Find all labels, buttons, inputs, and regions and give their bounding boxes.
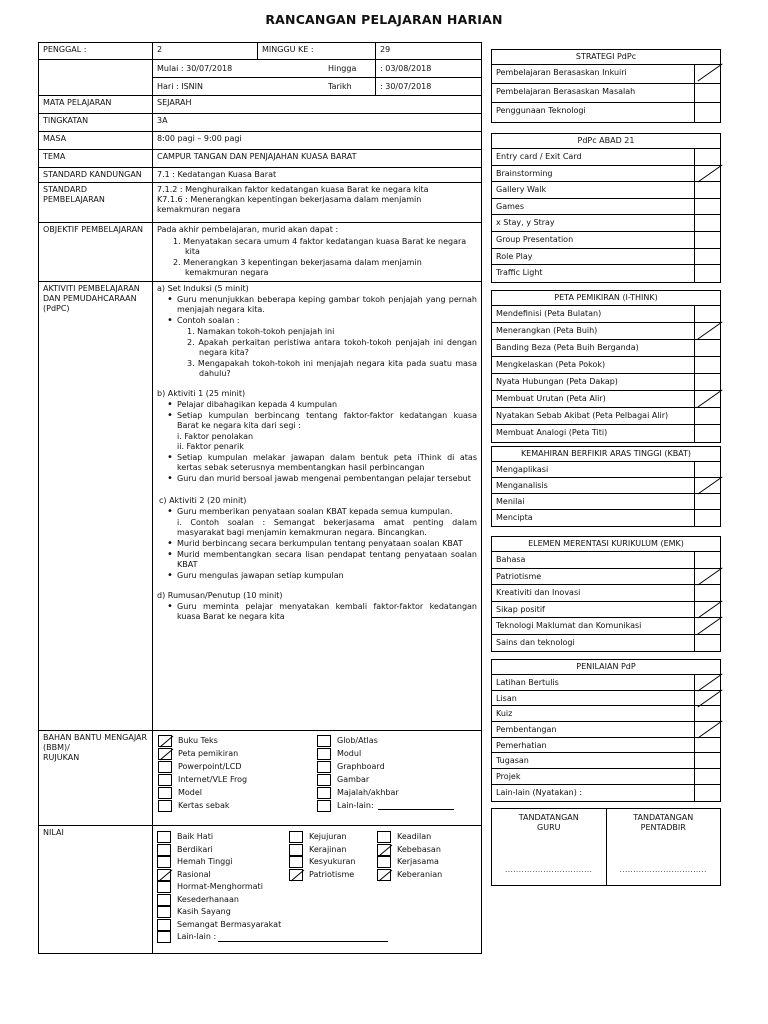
ithink-row-nyatakan-sebab-akibat-peta-pelbagai-alir xyxy=(492,408,720,425)
strategi-checkbox-pembelajaran-berasaskan-masalah[interactable] xyxy=(694,84,720,102)
penggal-value: 2 xyxy=(153,43,258,60)
nilai-checkbox-hemah-tinggi[interactable] xyxy=(157,856,171,868)
nilai-item-berdikari xyxy=(157,844,289,857)
abad21-checkbox-games[interactable] xyxy=(694,199,720,215)
ithink-row-mendefinisi-peta-bulatan xyxy=(492,306,720,323)
aktiviti-label-1: AKTIVITI PEMBELAJARAN xyxy=(43,284,140,293)
bbm-label-modul: Modul xyxy=(337,748,362,758)
objektif-item-2: 2. Menerangkan 3 kepentingan bekerjasama dalam menjamin kemakmuran negara xyxy=(173,258,422,277)
emk-label-teknologi-maklumat-dan-komunikasi: Teknologi Maklumat dan Komunikasi xyxy=(496,621,642,630)
abad21-checkbox-brainstorming[interactable] xyxy=(694,166,720,182)
penilaian-row-pemerhatian xyxy=(492,738,720,754)
aktiviti-1-bullet-4: • Guru dan murid bersoal jawab mengenai pembentangan pelajar tersebut xyxy=(157,474,477,484)
nilai-label-kejujuran: Kejujuran xyxy=(309,832,347,842)
nilai-checkbox-rasional[interactable] xyxy=(157,869,171,881)
aktiviti-1-heading: b) Aktiviti 1 (25 minit) xyxy=(157,389,246,398)
aktiviti-1-bullet-2: • Setiap kumpulan berbincang tentang faktor-faktor kedatangan kuasa Barat ke negara kita dari segi : xyxy=(157,411,477,431)
abad21-label-games: Games xyxy=(496,201,524,211)
set-induksi-question-1: 1. Namakan tokoh-tokoh penjajah ini xyxy=(187,327,335,336)
ithink-checkbox-membuat-urutan-peta-alir[interactable] xyxy=(694,391,720,407)
bbm-label-graphboard: Graphboard xyxy=(337,761,385,771)
nilai-checkbox-berdikari[interactable] xyxy=(157,844,171,856)
standard-pembelajaran-line-1: 7.1.2 : Menghuraikan faktor kedatangan kuasa Barat ke negara kita xyxy=(157,185,429,194)
aktiviti-1-bullet-1: • Pelajar dibahagikan kepada 4 kumpulan xyxy=(157,400,477,410)
mata-pelajaran-value: SEJARAH xyxy=(153,96,482,114)
nilai-label-hormat-menghormati: Hormat-Menghormati xyxy=(177,882,263,892)
kbat-row-menilai xyxy=(492,494,720,510)
bbm-label-model: Model xyxy=(178,787,203,797)
bbm-label-gambar: Gambar xyxy=(337,774,370,784)
ithink-title: PETA PEMIKIRAN (I-THINK) xyxy=(492,291,720,306)
bbm-item-graphboard xyxy=(317,760,477,773)
ithink-row-banding-beza-peta-buih-berganda xyxy=(492,340,720,357)
nilai-label-keadilan: Keadilan xyxy=(397,832,432,842)
nilai-checkbox-keberanian[interactable] xyxy=(377,869,391,881)
standard-kandungan-label: STANDARD KANDUNGAN xyxy=(39,168,153,183)
nilai-label-kasih-sayang: Kasih Sayang xyxy=(177,907,231,917)
bbm-item-kertas-sebak xyxy=(158,799,317,812)
sig-guru-label-1: TANDATANGAN xyxy=(518,813,579,822)
nilai-label-semangat-bermasyarakat: Semangat Bermasyarakat xyxy=(177,919,282,929)
nilai-checkbox-kesyukuran[interactable] xyxy=(289,856,303,868)
bbm-label-kertas-sebak: Kertas sebak xyxy=(178,800,230,810)
kbat-label-menilai: Menilai xyxy=(496,497,525,506)
standard-pembelajaran-label-1: STANDARD xyxy=(43,185,88,194)
page-title: RANCANGAN PELAJARAN HARIAN xyxy=(265,12,503,27)
abad21-row-group-presentation xyxy=(492,232,720,249)
abad21-row-x-stay-y-stray xyxy=(492,215,720,232)
tingkatan-value: 3A xyxy=(153,114,482,132)
signature-box xyxy=(491,808,721,886)
penilaian-row-projek xyxy=(492,769,720,785)
penilaian-label-lisan: Lisan xyxy=(496,693,517,703)
masa-value: 8:00 pagi – 9:00 pagi xyxy=(153,132,482,150)
abad21-label-brainstorming: Brainstorming xyxy=(496,168,553,178)
nilai-item-kebebasan xyxy=(377,844,477,857)
ithink-label-mengkelaskan-peta-pokok: Mengkelaskan (Peta Pokok) xyxy=(496,360,606,369)
kbat-label-mengaplikasi: Mengaplikasi xyxy=(496,465,549,474)
nilai-checkbox-lain-lain[interactable] xyxy=(157,931,171,943)
emk-row-teknologi-maklumat-dan-komunikasi xyxy=(492,618,720,635)
bbm-label-lain-lain: Lain-lain: xyxy=(337,800,374,810)
strategi-title: STRATEGI PdPc xyxy=(492,50,720,65)
bbm-item-majalah-akhbar xyxy=(317,786,477,799)
bbm-checkbox-model[interactable] xyxy=(158,787,172,799)
masa-label: MASA xyxy=(39,132,153,150)
penggal-label: PENGGAL : xyxy=(39,43,153,60)
nilai-item-kesederhanaan xyxy=(157,894,289,907)
abad21-label-group-presentation: Group Presentation xyxy=(496,234,574,244)
penilaian-checkbox-kuiz[interactable] xyxy=(694,706,720,721)
nilai-item-hemah-tinggi xyxy=(157,856,289,869)
nilai-item-rasional xyxy=(157,869,289,882)
objektif-intro: Pada akhir pembelajaran, murid akan dapat : xyxy=(157,225,339,234)
penilaian-row-tugasan xyxy=(492,753,720,769)
tema-label: TEMA xyxy=(39,150,153,168)
emk-label-kreativiti-dan-inovasi: Kreativiti dan Inovasi xyxy=(496,588,581,597)
aktiviti-label-3: (PdPC) xyxy=(43,304,70,313)
bbm-label-majalah-akhbar: Majalah/akhbar xyxy=(337,787,399,797)
emk-row-kreativiti-dan-inovasi xyxy=(492,585,720,602)
bbm-checkbox-majalah-akhbar[interactable] xyxy=(317,787,331,799)
penilaian-checkbox-pemerhatian[interactable] xyxy=(694,738,720,753)
ithink-label-nyatakan-sebab-akibat-peta-pelbagai-alir: Nyatakan Sebab Akibat (Peta Pelbagai Alir) xyxy=(496,411,669,420)
bbm-item-gambar xyxy=(317,773,477,786)
set-induksi-heading: a) Set Induksi (5 minit) xyxy=(157,284,249,293)
bbm-label-1: BAHAN BANTU MENGAJAR xyxy=(43,733,148,742)
emk-checkbox-patriotisme[interactable] xyxy=(694,569,720,585)
nilai-item-keadilan xyxy=(377,831,477,844)
penilaian-label-lain-lain-nyatakan: Lain-lain (Nyatakan) : xyxy=(496,787,583,797)
kbat-checkbox-mencipta[interactable] xyxy=(694,510,720,526)
ithink-row-mengkelaskan-peta-pokok xyxy=(492,357,720,374)
nilai-checkbox-semangat-bermasyarakat[interactable] xyxy=(157,919,171,931)
aktiviti-1-bullet-3: • Setiap kumpulan melakar jawapan dalam bentuk peta iThink di atas kertas sebak seterusnya membentangkan hasil perbincangan xyxy=(157,453,477,473)
bbm-label-buku-teks: Buku Teks xyxy=(178,735,218,745)
emk-row-sains-dan-teknologi xyxy=(492,635,720,652)
bbm-checkbox-glob-atlas[interactable] xyxy=(317,735,331,747)
bbm-checkbox-powerpoint-lcd[interactable] xyxy=(158,761,172,773)
emk-label-bahasa: Bahasa xyxy=(496,555,526,564)
mata-pelajaran-label: MATA PELAJARAN xyxy=(39,96,153,114)
nilai-label: NILAI xyxy=(39,826,153,954)
kbat-checkbox-mengaplikasi[interactable] xyxy=(694,462,720,477)
abad21-checkbox-group-presentation[interactable] xyxy=(694,232,720,248)
hingga-label: Hingga xyxy=(328,64,357,73)
ithink-label-banding-beza-peta-buih-berganda: Banding Beza (Peta Buih Berganda) xyxy=(496,343,639,352)
penilaian-row-pembentangan xyxy=(492,722,720,738)
aktiviti-2-bullet-1: • Guru memberikan penyataan soalan KBAT kepada semua kumpulan. xyxy=(157,507,477,517)
abad21-label-gallery-walk: Gallery Walk xyxy=(496,185,547,195)
bbm-label-glob-atlas: Glob/Atlas xyxy=(337,735,378,745)
abad21-checkbox-x-stay-y-stray[interactable] xyxy=(694,215,720,231)
ithink-label-membuat-analogi-peta-titi: Membuat Analogi (Peta Titi) xyxy=(496,428,608,437)
strategi-row-pembelajaran-berasaskan-inkuiri xyxy=(492,65,720,84)
nilai-item-baik-hati xyxy=(157,831,289,844)
bbm-item-model xyxy=(158,786,317,799)
penilaian-checkbox-lain-lain-nyatakan[interactable] xyxy=(694,785,720,801)
tema-value: CAMPUR TANGAN DAN PENJAJAHAN KUASA BARAT xyxy=(153,150,482,168)
ithink-checkbox-mendefinisi-peta-bulatan[interactable] xyxy=(694,306,720,322)
emk-box xyxy=(491,536,721,652)
strategi-row-pembelajaran-berasaskan-masalah xyxy=(492,84,720,103)
kbat-row-menganalisis xyxy=(492,478,720,494)
emk-label-sains-dan-teknologi: Sains dan teknologi xyxy=(496,637,575,647)
nilai-checkbox-kasih-sayang[interactable] xyxy=(157,906,171,918)
nilai-label-berdikari: Berdikari xyxy=(177,844,213,854)
bbm-label-powerpoint-lcd: Powerpoint/LCD xyxy=(178,761,242,771)
ithink-row-membuat-urutan-peta-alir xyxy=(492,391,720,408)
penilaian-label-projek: Projek xyxy=(496,772,521,782)
penilaian-checkbox-projek[interactable] xyxy=(694,769,720,784)
emk-checkbox-sains-dan-teknologi[interactable] xyxy=(694,635,720,652)
minggu-label: MINGGU KE : xyxy=(258,43,376,60)
ithink-checkbox-nyata-hubungan-peta-dakap[interactable] xyxy=(694,374,720,390)
nilai-label-kerjasama: Kerjasama xyxy=(397,857,439,867)
nilai-item-kerajinan xyxy=(289,844,377,857)
nilai-item-kerjasama xyxy=(377,856,477,869)
hari-value: Hari : ISNIN xyxy=(157,82,203,91)
ithink-row-menerangkan-peta-buih xyxy=(492,323,720,340)
aktiviti-2-heading: c) Aktiviti 2 (20 minit) xyxy=(159,496,247,505)
aktiviti-1-sub-i: i. Faktor penolakan xyxy=(177,432,254,441)
bbm-checkbox-graphboard[interactable] xyxy=(317,761,331,773)
nilai-checkbox-patriotisme[interactable] xyxy=(289,869,303,881)
abad21-label-entry-card-exit-card: Entry card / Exit Card xyxy=(496,152,582,161)
nilai-item-semangat-bermasyarakat xyxy=(157,919,289,932)
ithink-checkbox-nyatakan-sebab-akibat-peta-pelbagai-alir[interactable] xyxy=(694,408,720,424)
nilai-label-rasional: Rasional xyxy=(177,869,211,879)
nilai-label-kebebasan: Kebebasan xyxy=(397,844,441,854)
bbm-item-modul xyxy=(317,747,477,760)
nilai-checkbox-kerajinan[interactable] xyxy=(289,844,303,856)
sig-guru-label-2: GURU xyxy=(537,823,561,832)
emk-label-sikap-positif: Sikap positif xyxy=(496,604,545,614)
ithink-checkbox-banding-beza-peta-buih-berganda[interactable] xyxy=(694,340,720,356)
abad21-row-brainstorming xyxy=(492,166,720,183)
set-induksi-bullet-1: • Guru menunjukkan beberapa keping gambar tokoh penjajah yang pernah menjajah negara kita. xyxy=(157,295,477,315)
standard-pembelajaran-line-2: K7.1.6 : Menerangkan kepentingan bekerjasama dalam menjamin xyxy=(157,195,422,204)
kbat-row-mengaplikasi xyxy=(492,462,720,478)
penilaian-title: PENILAIAN PdP xyxy=(492,660,720,675)
ithink-box xyxy=(491,290,721,443)
nilai-label-patriotisme: Patriotisme xyxy=(309,869,355,879)
abad21-checkbox-gallery-walk[interactable] xyxy=(694,182,720,198)
nilai-label-hemah-tinggi: Hemah Tinggi xyxy=(177,857,233,867)
abad21-row-entry-card-exit-card xyxy=(492,149,720,166)
ithink-row-nyata-hubungan-peta-dakap xyxy=(492,374,720,391)
nilai-item-kasih-sayang xyxy=(157,906,289,919)
rumusan-heading: d) Rumusan/Penutup (10 minit) xyxy=(157,591,283,600)
nilai-item-kesyukuran xyxy=(289,856,377,869)
abad21-row-gallery-walk xyxy=(492,182,720,199)
abad21-row-traffic-light xyxy=(492,265,720,282)
nilai-checkbox-keadilan[interactable] xyxy=(377,831,391,843)
sig-pentadbir-label-2: PENTADBIR xyxy=(640,823,686,832)
standard-kandungan-value: 7.1 : Kedatangan Kuasa Barat xyxy=(153,168,482,183)
penilaian-label-pemerhatian: Pemerhatian xyxy=(496,740,547,750)
nilai-label-baik-hati: Baik Hati xyxy=(177,832,214,842)
tarikh-date: : 30/07/2018 xyxy=(376,78,482,96)
ithink-label-membuat-urutan-peta-alir: Membuat Urutan (Peta Alir) xyxy=(496,394,606,403)
abad21-checkbox-role-play[interactable] xyxy=(694,249,720,265)
nilai-label-kesyukuran: Kesyukuran xyxy=(309,857,356,867)
bbm-item-buku-teks xyxy=(158,734,317,747)
set-induksi-bullet-2: • Contoh soalan : xyxy=(157,316,477,326)
penilaian-row-latihan-bertulis xyxy=(492,675,720,691)
emk-title: ELEMEN MERENTASI KURIKULUM (EMK) xyxy=(492,537,720,552)
rumusan-bullet-1: • Guru meminta pelajar menyatakan kembali faktor-faktor kedatangan kuasa Barat ke negara kita xyxy=(157,602,477,622)
nilai-label-keberanian: Keberanian xyxy=(397,869,443,879)
sig-pentadbir-line: ................................ xyxy=(619,866,707,875)
bbm-label-3: RUJUKAN xyxy=(43,753,80,762)
nilai-checkbox-hormat-menghormati[interactable] xyxy=(157,881,171,893)
nilai-checkbox-kesederhanaan[interactable] xyxy=(157,894,171,906)
penilaian-checkbox-lisan[interactable] xyxy=(694,691,720,706)
set-induksi-question-3: 3. Mengapakah tokoh-tokoh ini menjajah negara kita pada suatu masa dahulu? xyxy=(187,359,477,378)
penilaian-label-latihan-bertulis: Latihan Bertulis xyxy=(496,678,559,687)
kbat-box xyxy=(491,446,721,527)
sig-guru-line: ................................ xyxy=(505,866,593,875)
bbm-checkbox-gambar[interactable] xyxy=(317,774,331,786)
bbm-label-peta-pemikiran: Peta pemikiran xyxy=(178,748,239,758)
kbat-checkbox-menilai[interactable] xyxy=(694,494,720,509)
aktiviti-1-sub-ii: ii. Faktor penarik xyxy=(177,442,244,451)
penilaian-checkbox-latihan-bertulis[interactable] xyxy=(694,675,720,690)
aktiviti-2-bullet-4: • Guru mengulas jawapan setiap kumpulan xyxy=(157,571,477,581)
ithink-checkbox-menerangkan-peta-buih[interactable] xyxy=(694,323,720,339)
abad21-box xyxy=(491,133,721,283)
strategi-box xyxy=(491,49,721,123)
bbm-checkbox-internet-vle-frog[interactable] xyxy=(158,774,172,786)
abad21-row-games xyxy=(492,199,720,216)
bbm-item-peta-pemikiran xyxy=(158,747,317,760)
penilaian-checkbox-tugasan[interactable] xyxy=(694,753,720,768)
bbm-checkbox-lain-lain[interactable] xyxy=(317,800,331,812)
emk-row-bahasa xyxy=(492,552,720,569)
abad21-row-role-play xyxy=(492,249,720,266)
nilai-checkbox-kebebasan[interactable] xyxy=(377,844,391,856)
nilai-label-kesederhanaan: Kesederhanaan xyxy=(177,894,239,904)
strategi-label-pembelajaran-berasaskan-inkuiri: Pembelajaran Berasaskan Inkuiri xyxy=(496,68,627,77)
emk-row-patriotisme xyxy=(492,569,720,586)
minggu-value: 29 xyxy=(376,43,482,60)
hingga-date: : 03/08/2018 xyxy=(376,60,482,78)
penilaian-row-kuiz xyxy=(492,706,720,722)
bbm-label-internet-vle-frog: Internet/VLE Frog xyxy=(178,774,248,784)
emk-label-patriotisme: Patriotisme xyxy=(496,571,542,581)
bbm-checkbox-modul[interactable] xyxy=(317,748,331,760)
objektif-label: OBJEKTIF PEMBELAJARAN xyxy=(39,223,153,282)
objektif-item-1: 1. Menyatakan secara umum 4 faktor kedatangan kuasa Barat ke negara kita xyxy=(173,237,467,256)
bbm-checkbox-kertas-sebak[interactable] xyxy=(158,800,172,812)
penilaian-label-kuiz: Kuiz xyxy=(496,709,513,719)
ithink-label-nyata-hubungan-peta-dakap: Nyata Hubungan (Peta Dakap) xyxy=(496,377,618,386)
kbat-row-mencipta xyxy=(492,510,720,526)
penilaian-row-lisan xyxy=(492,691,720,707)
kbat-title: KEMAHIRAN BERFIKIR ARAS TINGGI (KBAT) xyxy=(492,447,720,462)
penilaian-label-pembentangan: Pembentangan xyxy=(496,725,557,735)
nilai-item-kejujuran xyxy=(289,831,377,844)
abad21-label-traffic-light: Traffic Light xyxy=(496,268,543,278)
standard-pembelajaran-label-2: PEMBELAJARAN xyxy=(43,195,105,204)
bbm-item-lain-lain xyxy=(317,799,477,812)
abad21-label-x-stay-y-stray: x Stay, y Stray xyxy=(496,218,555,228)
kbat-label-mencipta: Mencipta xyxy=(496,513,533,522)
strategi-label-pembelajaran-berasaskan-masalah: Pembelajaran Berasaskan Masalah xyxy=(496,87,636,96)
penilaian-box xyxy=(491,659,721,802)
ithink-checkbox-membuat-analogi-peta-titi[interactable] xyxy=(694,425,720,442)
emk-checkbox-sikap-positif[interactable] xyxy=(694,602,720,618)
ithink-label-menerangkan-peta-buih: Menerangkan (Peta Buih) xyxy=(496,326,598,335)
tarikh-label: Tarikh xyxy=(328,82,352,91)
bbm-label-2: (BBM)/ xyxy=(43,743,70,752)
bbm-checkbox-peta-pemikiran[interactable] xyxy=(158,748,172,760)
bbm-item-powerpoint-lcd xyxy=(158,760,317,773)
nilai-checkbox-baik-hati[interactable] xyxy=(157,831,171,843)
emk-checkbox-kreativiti-dan-inovasi[interactable] xyxy=(694,585,720,601)
strategi-checkbox-pembelajaran-berasaskan-inkuiri[interactable] xyxy=(694,65,720,83)
ithink-row-membuat-analogi-peta-titi xyxy=(492,425,720,442)
aktiviti-2-example: i. Contoh soalan : Semangat bekerjasama amat penting dalam masyarakat bagi menjamin kemakmuran negara. Bincangkan. xyxy=(177,518,477,537)
penilaian-checkbox-pembentangan[interactable] xyxy=(694,722,720,737)
aktiviti-2-bullet-2: • Murid berbincang secara berkumpulan tentang penyataan soalan KBAT xyxy=(157,539,477,549)
abad21-title: PdPc ABAD 21 xyxy=(492,134,720,149)
aktiviti-label-2: DAN PEMUDAHCARAAN xyxy=(43,294,137,303)
nilai-item-keberanian xyxy=(377,869,477,882)
emk-checkbox-bahasa[interactable] xyxy=(694,552,720,568)
abad21-checkbox-traffic-light[interactable] xyxy=(694,265,720,282)
nilai-label-lain-lain: Lain-lain : xyxy=(177,932,217,942)
standard-pembelajaran-line-3: kemakmuran negara xyxy=(157,205,241,214)
bbm-checkbox-buku-teks[interactable] xyxy=(158,735,172,747)
kbat-checkbox-menganalisis[interactable] xyxy=(694,478,720,493)
strategi-label-penggunaan-teknologi: Penggunaan Teknologi xyxy=(496,106,586,115)
abad21-label-role-play: Role Play xyxy=(496,251,533,261)
nilai-checkbox-kejujuran[interactable] xyxy=(289,831,303,843)
bbm-item-glob-atlas xyxy=(317,734,477,747)
tingkatan-label: TINGKATAN xyxy=(39,114,153,132)
ithink-checkbox-mengkelaskan-peta-pokok[interactable] xyxy=(694,357,720,373)
lesson-plan-table xyxy=(38,42,482,954)
ithink-label-mendefinisi-peta-bulatan: Mendefinisi (Peta Bulatan) xyxy=(496,309,602,318)
strategi-checkbox-penggunaan-teknologi[interactable] xyxy=(694,103,720,122)
set-induksi-question-2: 2. Apakah perkaitan peristiwa antara tokoh-tokoh penjajah ini dengan negara kita? xyxy=(187,338,477,357)
bbm-item-internet-vle-frog xyxy=(158,773,317,786)
emk-row-sikap-positif xyxy=(492,602,720,619)
penilaian-label-tugasan: Tugasan xyxy=(496,756,529,766)
nilai-checkbox-kerjasama[interactable] xyxy=(377,856,391,868)
penilaian-row-lain-lain-nyatakan xyxy=(492,785,720,801)
strategi-row-penggunaan-teknologi xyxy=(492,103,720,122)
nilai-label-kerajinan: Kerajinan xyxy=(309,844,347,854)
aktiviti-2-bullet-3: • Murid membentangkan secara lisan pendapat tentang penyataan soalan KBAT xyxy=(157,550,477,570)
nilai-item-patriotisme xyxy=(289,869,377,882)
abad21-checkbox-entry-card-exit-card[interactable] xyxy=(694,149,720,165)
sig-pentadbir-label-1: TANDATANGAN xyxy=(633,813,694,822)
emk-checkbox-teknologi-maklumat-dan-komunikasi[interactable] xyxy=(694,618,720,634)
kbat-label-menganalisis: Menganalisis xyxy=(496,481,548,490)
nilai-item-hormat-menghormati xyxy=(157,881,289,894)
mulai-date: Mulai : 30/07/2018 xyxy=(157,64,233,73)
bbm-lain-lain-line[interactable] xyxy=(378,801,454,810)
